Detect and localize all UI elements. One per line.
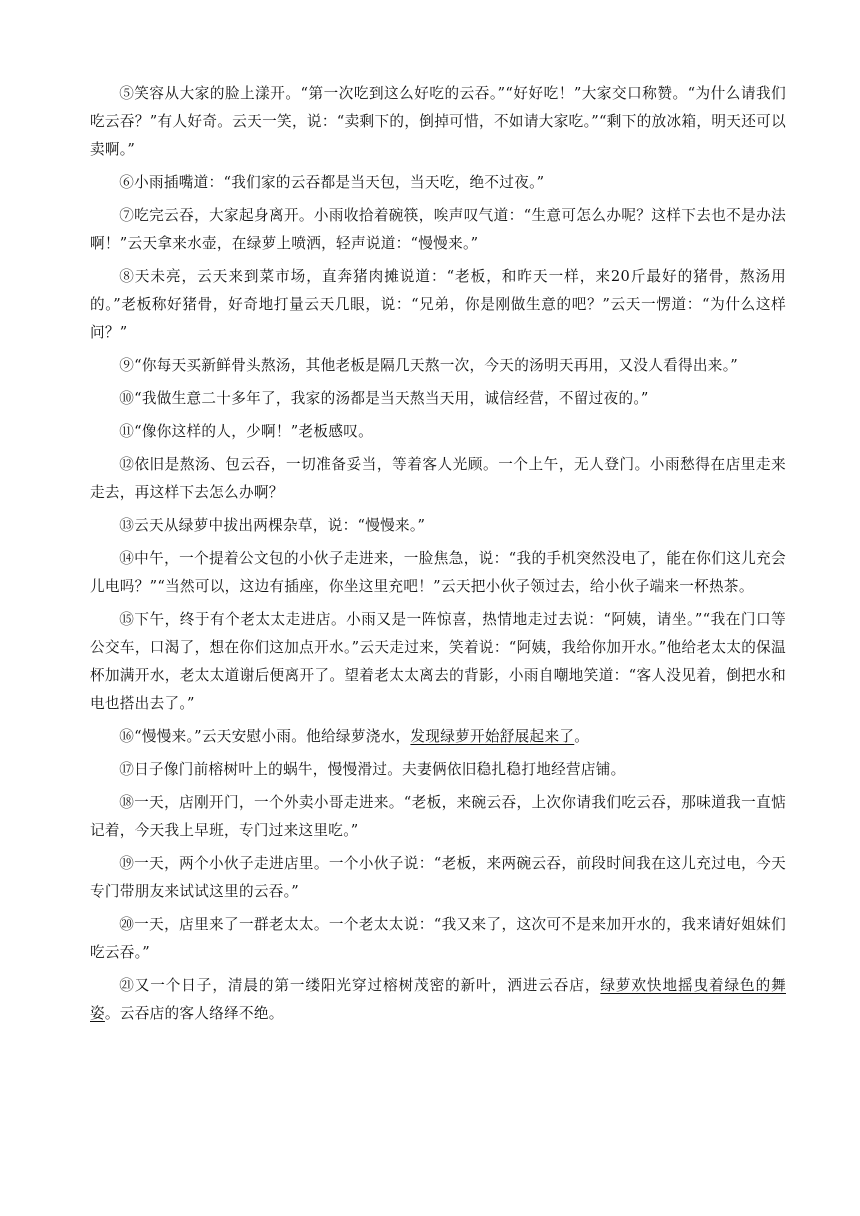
paragraph-text: ⑲一天，两个小伙子走进店里。一个小伙子说：“老板，来两碗云吞，前段时间我在这儿充过电，今天专门带朋友来试试这里的云吞。” — [90, 855, 786, 900]
paragraph-p8 — [90, 263, 786, 352]
paragraph-text: ⑦吃完云吞，大家起身离开。小雨收拾着碗筷，唉声叹气道：“生意可怎么办呢？这样下去也不是办法啊！”云天拿来水壶，在绿萝上喷洒，轻声说道：“慢慢来。” — [90, 207, 786, 252]
paragraph-text: ⑩“我做生意二十多年了，我家的汤都是当天熬当天用，诚信经营，不留过夜的。” — [119, 390, 649, 407]
paragraph-p16 — [90, 723, 786, 756]
paragraph-p11 — [90, 418, 786, 451]
paragraph-p17 — [90, 756, 786, 789]
underlined-phrase: 绿萝欢快地摇曳着绿色的舞姿 — [90, 977, 786, 1022]
paragraph-p5 — [90, 80, 786, 169]
paragraph-p15 — [90, 606, 786, 723]
paragraph-p7 — [90, 202, 786, 263]
paragraph-text: ⑮下午，终于有个老太太走进店。小雨又是一阵惊喜，热情地走过去说：“阿姨，请坐。”“我在门口等公交车，口渴了，想在你们这加点开水。”云天走过来，笑着说：“阿姨，我给你加开水。”他给老太太的保温杯加满开水，老太太道谢后便离开了。望着老太太离去的背影，小雨自嘲地笑道：“客人没见着，倒把水和电也搭出去了。” — [90, 611, 786, 712]
paragraph-text: ⑪“像你这样的人，少啊！”老板感叹。 — [119, 423, 374, 440]
paragraph-text: 。云吞店的客人络绎不绝。 — [104, 1005, 284, 1022]
paragraph-p19 — [90, 850, 786, 911]
paragraph-text: ⑤笑容从大家的脸上漾开。“第一次吃到这么好吃的云吞。”“好好吃！”大家交口称赞。“为什么请我们吃云吞？”有人好奇。云天一笑，说：“卖剩下的，倒掉可惜，不如请大家吃。”“剩下的放冰箱，明天还可以卖啊。” — [90, 85, 786, 158]
paragraph-text: ⑬云天从绿萝中拔出两棵杂草，说：“慢慢来。” — [119, 517, 426, 534]
paragraph-text: ⑥小雨插嘴道：“我们家的云吞都是当天包，当天吃，绝不过夜。” — [119, 174, 545, 191]
paragraph-text: ㉑又一个日子，清晨的第一缕阳光穿过榕树茂密的新叶，洒进云吞店， — [119, 977, 601, 994]
underlined-phrase: 发现绿萝开始舒展起来了 — [410, 728, 575, 745]
paragraph-p9 — [90, 352, 786, 385]
paragraph-text: 。 — [574, 728, 590, 745]
paragraph-p14 — [90, 545, 786, 606]
paragraph-text: ⑫依旧是熬汤、包云吞，一切准备妥当，等着客人光顾。一个上午，无人登门。小雨愁得在店里走来走去，再这样下去怎么办啊？ — [90, 456, 786, 501]
paragraph-text: ⑯“慢慢来。”云天安慰小雨。他给绿萝浇水， — [119, 728, 411, 745]
paragraph-text: ⑨“你每天买新鲜骨头熬汤，其他老板是隔几天熬一次，今天的汤明天再用，又没人看得出来。” — [119, 357, 739, 374]
paragraph-p6 — [90, 169, 786, 202]
paragraph-p13 — [90, 512, 786, 545]
paragraph-p21 — [90, 972, 786, 1033]
paragraph-text: ⑰日子像门前榕树叶上的蜗牛，慢慢滑过。夫妻俩依旧稳扎稳打地经营店铺。 — [119, 761, 626, 778]
paragraph-text: ⑧天未亮，云天来到菜市场，直奔猪肉摊说道：“老板，和昨天一样，来20斤最好的猪骨，熬汤用的。”老板称好猪骨，好奇地打量云天几眼，说：“兄弟，你是刚做生意的吧？”云天一愣道：“为什么这样问？” — [90, 268, 786, 341]
paragraph-p12 — [90, 451, 786, 512]
paragraph-text: ⑭中午，一个提着公文包的小伙子走进来，一脸焦急，说：“我的手机突然没电了，能在你们这儿充会儿电吗？”“当然可以，这边有插座，你坐这里充吧！”云天把小伙子领过去，给小伙子端来一杯热茶。 — [90, 550, 786, 595]
paragraph-text: ⑱一天，店刚开门，一个外卖小哥走进来。“老板，来碗云吞，上次你请我们吃云吞，那味道我一直惦记着，今天我上早班，专门过来这里吃。” — [90, 794, 786, 839]
paragraph-p10 — [90, 385, 786, 418]
paragraph-text: ⑳一天，店里来了一群老太太。一个老太太说：“我又来了，这次可不是来加开水的，我来请好姐妹们吃云吞。” — [90, 916, 786, 961]
paragraph-p20 — [90, 911, 786, 972]
paragraph-p18 — [90, 789, 786, 850]
